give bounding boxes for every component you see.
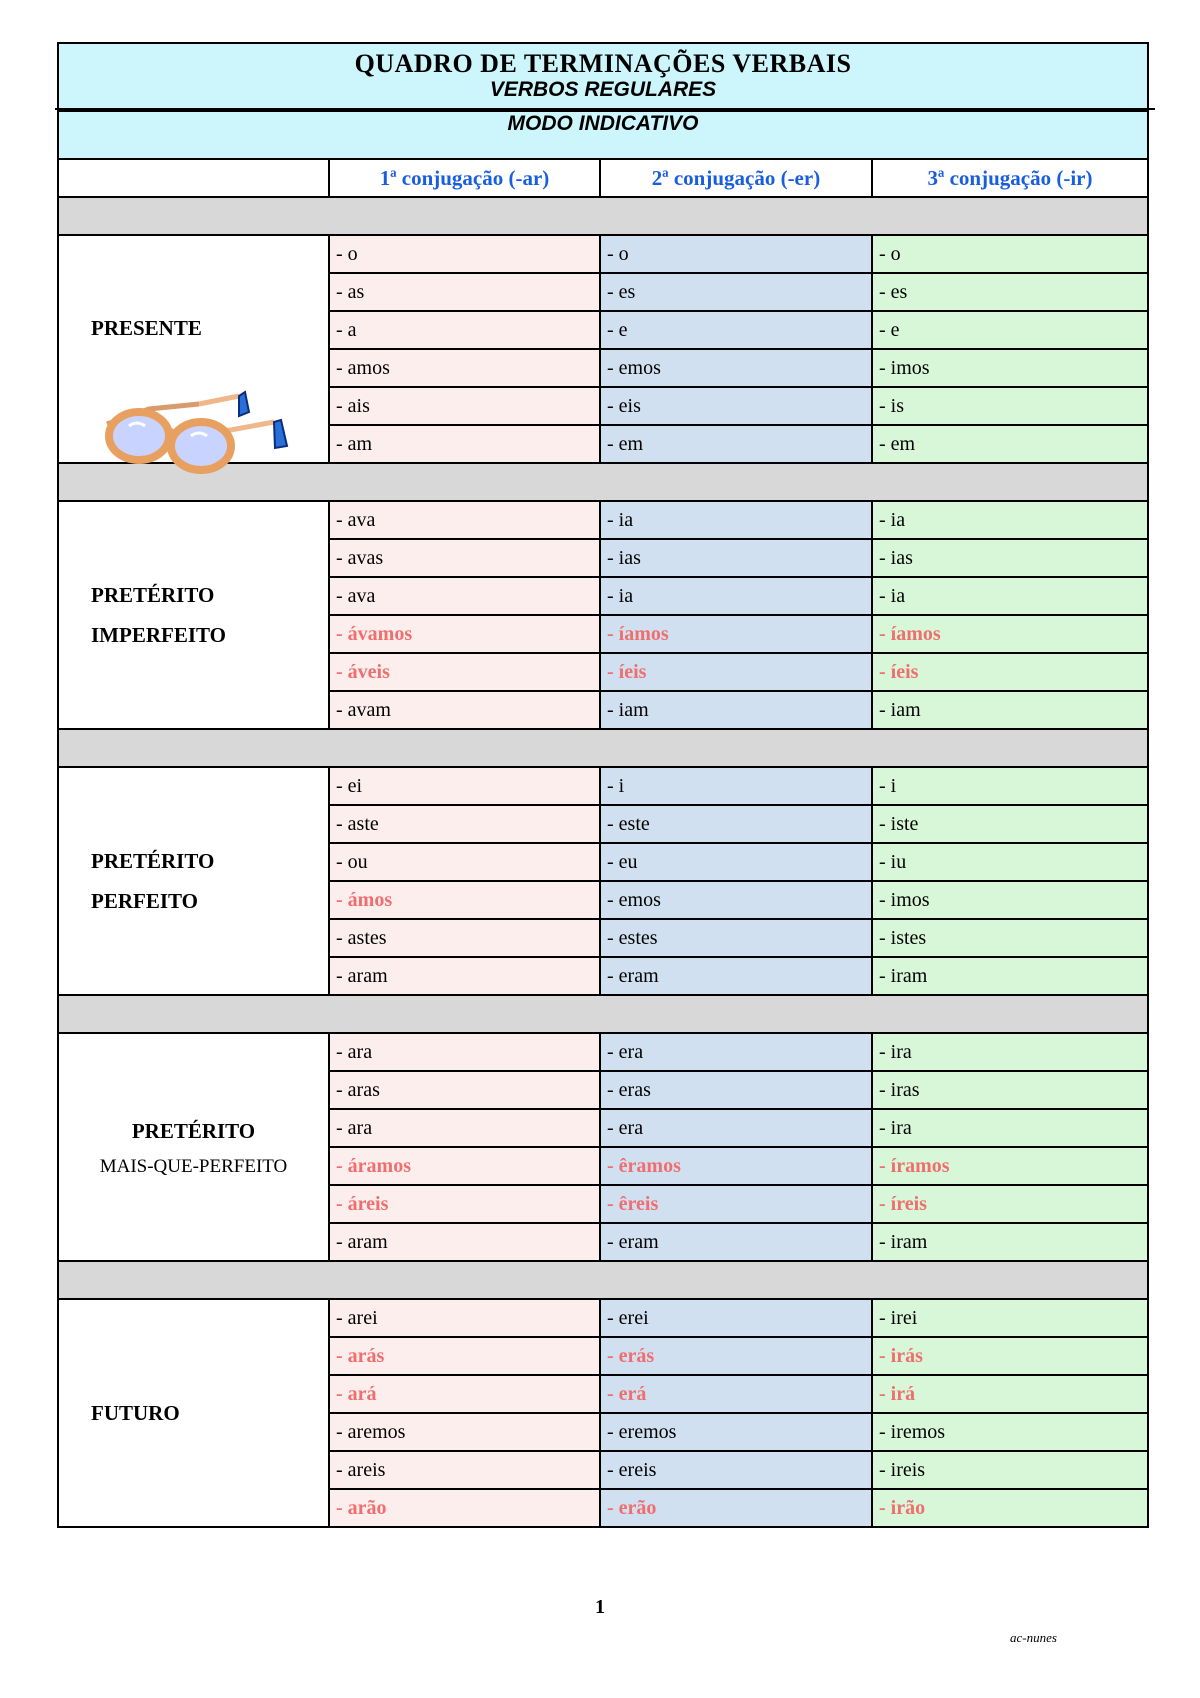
page-title: QUADRO DE TERMINAÇÕES VERBAIS <box>354 49 852 78</box>
mode-title: MODO INDICATIVO <box>507 112 699 135</box>
ending-cell: - aram <box>329 957 600 995</box>
section-separator <box>58 197 1148 235</box>
ending-cell: - ara <box>329 1109 600 1147</box>
table-row <box>58 1299 1148 1337</box>
ending-cell: - em <box>600 425 872 463</box>
header-rule <box>55 108 1155 110</box>
ending-cell: - ia <box>600 577 872 615</box>
column-header-row <box>58 159 1148 197</box>
ending-cell: - ava <box>329 577 600 615</box>
table-row <box>58 235 1148 273</box>
verb-endings-table <box>57 42 1149 1528</box>
ending-cell: - ereis <box>600 1451 872 1489</box>
column-header-ar: 1ª conjugação (-ar) <box>329 159 600 197</box>
mode-header <box>58 111 1148 159</box>
tense-label: PERFEITO <box>91 889 198 913</box>
ending-cell: - areis <box>329 1451 600 1489</box>
ending-cell: - ará <box>329 1375 600 1413</box>
ending-cell: - era <box>600 1109 872 1147</box>
ending-cell: - e <box>600 311 872 349</box>
ending-cell: - áramos <box>329 1147 600 1185</box>
ending-cell: - o <box>872 235 1148 273</box>
ending-cell: - ia <box>872 501 1148 539</box>
section-separator <box>58 1261 1148 1299</box>
ending-cell: - irás <box>872 1337 1148 1375</box>
section-separator <box>58 729 1148 767</box>
tense-label: PRESENTE <box>91 316 202 340</box>
ending-cell: - i <box>872 767 1148 805</box>
ending-cell: - o <box>600 235 872 273</box>
ending-cell: - erei <box>600 1299 872 1337</box>
ending-cell: - iras <box>872 1071 1148 1109</box>
ending-cell: - estes <box>600 919 872 957</box>
page-number: 1 <box>595 1596 605 1618</box>
ending-cell: - íeis <box>600 653 872 691</box>
ending-cell: - aras <box>329 1071 600 1109</box>
column-header-er: 2ª conjugação (-er) <box>600 159 872 197</box>
ending-cell: - amos <box>329 349 600 387</box>
ending-cell: - ireis <box>872 1451 1148 1489</box>
ending-cell: - ei <box>329 767 600 805</box>
ending-cell: - emos <box>600 881 872 919</box>
ending-cell: - irão <box>872 1489 1148 1527</box>
ending-cell: - íramos <box>872 1147 1148 1185</box>
tense-label-cell <box>58 1033 329 1261</box>
ending-cell: - iam <box>872 691 1148 729</box>
ending-cell: - êreis <box>600 1185 872 1223</box>
ending-cell: - arão <box>329 1489 600 1527</box>
table-row <box>58 1033 1148 1071</box>
author-signature: ac-nunes <box>1010 1630 1057 1645</box>
ending-cell: - arás <box>329 1337 600 1375</box>
ending-cell: - imos <box>872 349 1148 387</box>
ending-cell: - erá <box>600 1375 872 1413</box>
ending-cell: - ais <box>329 387 600 425</box>
ending-cell: - ávamos <box>329 615 600 653</box>
tense-label-cell <box>58 501 329 729</box>
separator-cell <box>58 995 1148 1033</box>
ending-cell: - irá <box>872 1375 1148 1413</box>
ending-cell: - as <box>329 273 600 311</box>
ending-cell: - iste <box>872 805 1148 843</box>
ending-cell: - áreis <box>329 1185 600 1223</box>
ending-cell: - áveis <box>329 653 600 691</box>
ending-cell: - iremos <box>872 1413 1148 1451</box>
ending-cell: - iam <box>600 691 872 729</box>
ending-cell: - ou <box>329 843 600 881</box>
ending-cell: - i <box>600 767 872 805</box>
ending-cell: - eras <box>600 1071 872 1109</box>
separator-cell <box>58 1261 1148 1299</box>
ending-cell: - ira <box>872 1033 1148 1071</box>
ending-cell: - iram <box>872 1223 1148 1261</box>
ending-cell: - am <box>329 425 600 463</box>
table-row <box>58 501 1148 539</box>
ending-cell: - este <box>600 805 872 843</box>
ending-cell: - eis <box>600 387 872 425</box>
tense-label-cell <box>58 767 329 995</box>
ending-cell: - iram <box>872 957 1148 995</box>
ending-cell: - imos <box>872 881 1148 919</box>
ending-cell: - era <box>600 1033 872 1071</box>
ending-cell: - ias <box>600 539 872 577</box>
ending-cell: - ara <box>329 1033 600 1071</box>
ending-cell: - eu <box>600 843 872 881</box>
section-separator <box>58 995 1148 1033</box>
ending-cell: - emos <box>600 349 872 387</box>
ending-cell: - o <box>329 235 600 273</box>
tense-label: FUTURO <box>91 1401 180 1425</box>
verb-endings-sheet <box>57 42 1147 1528</box>
ending-cell: - astes <box>329 919 600 957</box>
tense-label-cell <box>58 1299 329 1527</box>
table-row <box>58 767 1148 805</box>
ending-cell: - íamos <box>600 615 872 653</box>
ending-cell: - irei <box>872 1299 1148 1337</box>
ending-cell: - aste <box>329 805 600 843</box>
ending-cell: - íamos <box>872 615 1148 653</box>
ending-cell: - ias <box>872 539 1148 577</box>
table-header <box>58 43 1148 111</box>
tense-label: PRETÉRITO <box>91 583 215 607</box>
ending-cell: - istes <box>872 919 1148 957</box>
ending-cell: - ámos <box>329 881 600 919</box>
ending-cell: - eram <box>600 1223 872 1261</box>
tense-label: PRETÉRITO <box>91 849 215 873</box>
tense-label: MAIS-QUE-PERFEITO <box>99 1156 288 1177</box>
ending-cell: - es <box>872 273 1148 311</box>
tense-label: IMPERFEITO <box>91 623 226 647</box>
ending-cell: - iu <box>872 843 1148 881</box>
glasses-icon <box>89 364 289 474</box>
tense-label-cell <box>58 235 329 463</box>
ending-cell: - íeis <box>872 653 1148 691</box>
ending-cell: - ava <box>329 501 600 539</box>
ending-cell: - is <box>872 387 1148 425</box>
ending-cell: - e <box>872 311 1148 349</box>
ending-cell: - arei <box>329 1299 600 1337</box>
tense-label: PRETÉRITO <box>131 1119 256 1143</box>
ending-cell: - aram <box>329 1223 600 1261</box>
ending-cell: - ia <box>872 577 1148 615</box>
ending-cell: - es <box>600 273 872 311</box>
ending-cell: - erão <box>600 1489 872 1527</box>
ending-cell: - êramos <box>600 1147 872 1185</box>
column-header-empty <box>58 159 329 197</box>
page-subtitle: VERBOS REGULARES <box>489 78 717 101</box>
column-header-ir: 3ª conjugação (-ir) <box>872 159 1148 197</box>
ending-cell: - aremos <box>329 1413 600 1451</box>
ending-cell: - ira <box>872 1109 1148 1147</box>
ending-cell: - íreis <box>872 1185 1148 1223</box>
ending-cell: - eremos <box>600 1413 872 1451</box>
ending-cell: - avas <box>329 539 600 577</box>
separator-cell <box>58 729 1148 767</box>
ending-cell: - em <box>872 425 1148 463</box>
separator-cell <box>58 197 1148 235</box>
ending-cell: - ia <box>600 501 872 539</box>
ending-cell: - avam <box>329 691 600 729</box>
ending-cell: - erás <box>600 1337 872 1375</box>
ending-cell: - a <box>329 311 600 349</box>
ending-cell: - eram <box>600 957 872 995</box>
